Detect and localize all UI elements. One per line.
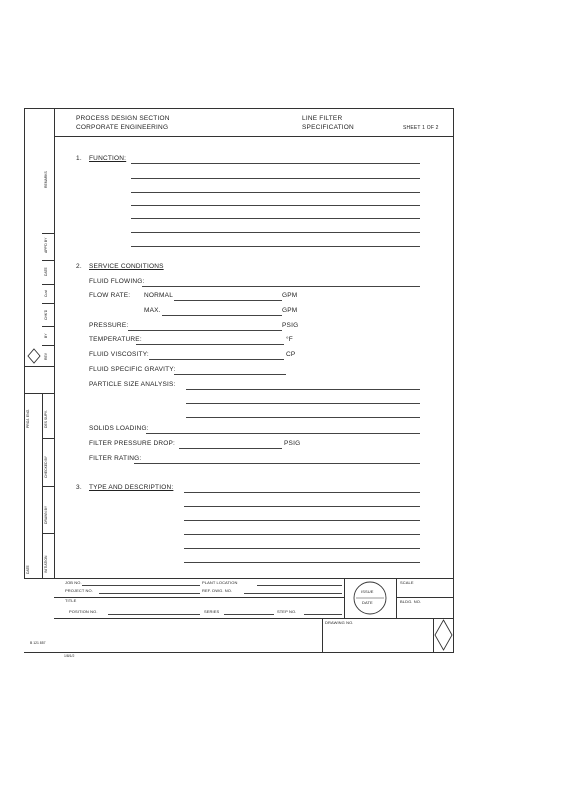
proj-eng-label: PROJ. ENG.	[26, 408, 30, 428]
project-no-line	[99, 593, 200, 594]
function-heading: FUNCTION:	[89, 155, 127, 162]
specific-gravity-line	[174, 374, 286, 375]
series-line	[224, 614, 274, 615]
temperature-label: TEMPERATURE:	[89, 336, 142, 343]
rev-label: REV	[44, 353, 48, 360]
form-number: B 121 857	[30, 641, 46, 645]
section3-number: 3.	[76, 484, 82, 491]
side-column-left-edge	[24, 108, 25, 578]
revision-diamond-large-icon	[434, 619, 453, 651]
title-block-top	[54, 578, 454, 579]
issue-label: ISSUE	[361, 589, 374, 594]
description-line	[184, 520, 420, 521]
side-cell-line	[42, 284, 54, 285]
drawing-no-left	[322, 618, 323, 652]
service-conditions-heading: SERVICE CONDITIONS	[89, 263, 164, 270]
department-name: CORPORATE ENGINEERING	[76, 124, 169, 131]
scale-block-left	[396, 578, 397, 618]
line-filter-specification-form	[24, 108, 454, 653]
flow-max-line	[162, 315, 282, 316]
initiation-label: INITIATION	[44, 555, 48, 573]
series-label: SERIES	[204, 609, 220, 614]
plant-location-line	[257, 585, 342, 586]
sheet-number: SHEET 1 OF 2	[403, 125, 439, 131]
by-label: BY	[44, 333, 48, 338]
scale-block-divider	[396, 597, 454, 598]
side-divider-inner	[54, 108, 55, 578]
viscosity-line	[149, 359, 284, 360]
position-no-label: POSITION NO.	[69, 609, 98, 614]
ref-dwg-no-label: REF. DWG. NO.	[202, 588, 233, 593]
pressure-drop-line	[179, 448, 282, 449]
function-line	[131, 163, 420, 164]
particle-size-line	[186, 417, 420, 418]
heading-underline	[54, 136, 454, 137]
function-line	[131, 246, 420, 247]
step-no-line	[304, 614, 342, 615]
description-line	[184, 534, 420, 535]
checked-by-label: CHECKED BY	[44, 455, 48, 478]
drawn-by-label: DRAWN BY	[44, 505, 48, 524]
filter-rating-label: FILTER RATING:	[89, 455, 142, 462]
side-cell-line	[42, 326, 54, 327]
issue-date-label: DATE	[362, 600, 373, 605]
title-label: TITLE	[65, 598, 77, 603]
deg-f-unit: °F	[286, 336, 293, 343]
side-cell-line	[42, 533, 54, 534]
date-label: DATE	[44, 267, 48, 276]
doc-title-line2: SPECIFICATION	[302, 124, 354, 131]
pressure-drop-label: FILTER PRESSURE DROP:	[89, 440, 176, 447]
type-description-heading: TYPE AND DESCRIPTION:	[89, 484, 174, 491]
cp-unit: CP	[286, 351, 296, 358]
function-line	[131, 178, 420, 179]
form-border-right	[453, 108, 454, 653]
temperature-line	[136, 344, 284, 345]
title-block-row-line	[54, 618, 454, 619]
section-name: PROCESS DESIGN SECTION	[76, 115, 170, 122]
function-line	[131, 218, 420, 219]
position-no-line	[108, 614, 200, 615]
appd-by-label: APP'D BY	[44, 237, 48, 253]
pressure-label: PRESSURE:	[89, 322, 129, 329]
side-cell-line	[42, 438, 54, 439]
drawing-no-label: DRAWING NO.	[325, 620, 354, 625]
form-border-bottom	[24, 652, 454, 653]
pressure-line	[128, 330, 282, 331]
revision-diamond-icon	[27, 348, 41, 364]
form-border-top	[24, 108, 454, 109]
side-cell-line	[42, 486, 54, 487]
job-no-line	[82, 585, 200, 586]
function-line	[131, 192, 420, 193]
flow-normal-line	[174, 300, 282, 301]
filter-rating-line	[134, 463, 420, 464]
solids-loading-label: SOLIDS LOADING:	[89, 425, 149, 432]
psig-unit-2: PSIG	[284, 440, 301, 447]
particle-size-line	[186, 389, 420, 390]
job-no-label: JOB NO.	[65, 580, 82, 585]
description-line	[184, 506, 420, 507]
description-line	[184, 562, 420, 563]
issue-block-left	[344, 578, 345, 618]
step-no-label: STEP NO.	[277, 609, 297, 614]
particle-size-label: PARTICLE SIZE ANALYSIS:	[89, 381, 176, 388]
remarks-label: REMARKS	[44, 171, 48, 188]
chkd-label: CHK'D	[44, 309, 48, 320]
solids-loading-line	[146, 433, 420, 434]
side-cell-line	[42, 303, 54, 304]
scale-label: SCALE	[400, 580, 414, 585]
des-supv-label: DES SUPV.	[44, 410, 48, 428]
viscosity-label: FLUID VISCOSITY:	[89, 351, 149, 358]
side-cell-line	[24, 366, 54, 367]
plant-location-label: PLANT LOCATION	[202, 580, 238, 585]
section1-number: 1.	[76, 155, 82, 162]
gpm-unit-2: GPM	[282, 307, 298, 314]
function-line	[131, 232, 420, 233]
function-line	[131, 205, 420, 206]
description-line	[184, 492, 420, 493]
description-line	[184, 548, 420, 549]
side-cell-line	[24, 393, 54, 394]
date-bottom-label: DATE	[26, 565, 30, 574]
cust-label: Cust	[44, 290, 48, 297]
section2-number: 2.	[76, 263, 82, 270]
specific-gravity-label: FLUID SPECIFIC GRAVITY:	[89, 366, 176, 373]
fluid-flowing-line	[142, 286, 420, 287]
flow-normal-label: NORMAL	[144, 292, 174, 299]
doc-title-line1: LINE FILTER	[302, 115, 343, 122]
particle-size-line	[186, 403, 420, 404]
project-no-label: PROJECT NO.	[65, 588, 93, 593]
title-block-row-line	[54, 597, 344, 598]
bldg-no-label: BLDG. NO.	[400, 599, 422, 604]
issue-date-circle-icon	[348, 580, 392, 616]
fluid-flowing-label: FLUID FLOWING:	[89, 278, 145, 285]
psig-unit-1: PSIG	[282, 322, 299, 329]
flow-max-label: MAX.	[144, 307, 161, 314]
side-cell-line	[24, 578, 54, 579]
ref-dwg-no-line	[244, 593, 342, 594]
side-cell-line	[42, 260, 54, 261]
side-cell-line	[42, 233, 54, 234]
sub-number: 1/8/1/2	[64, 654, 75, 658]
flow-rate-label: FLOW RATE:	[89, 292, 131, 299]
side-cell-line	[42, 345, 54, 346]
gpm-unit-1: GPM	[282, 292, 298, 299]
